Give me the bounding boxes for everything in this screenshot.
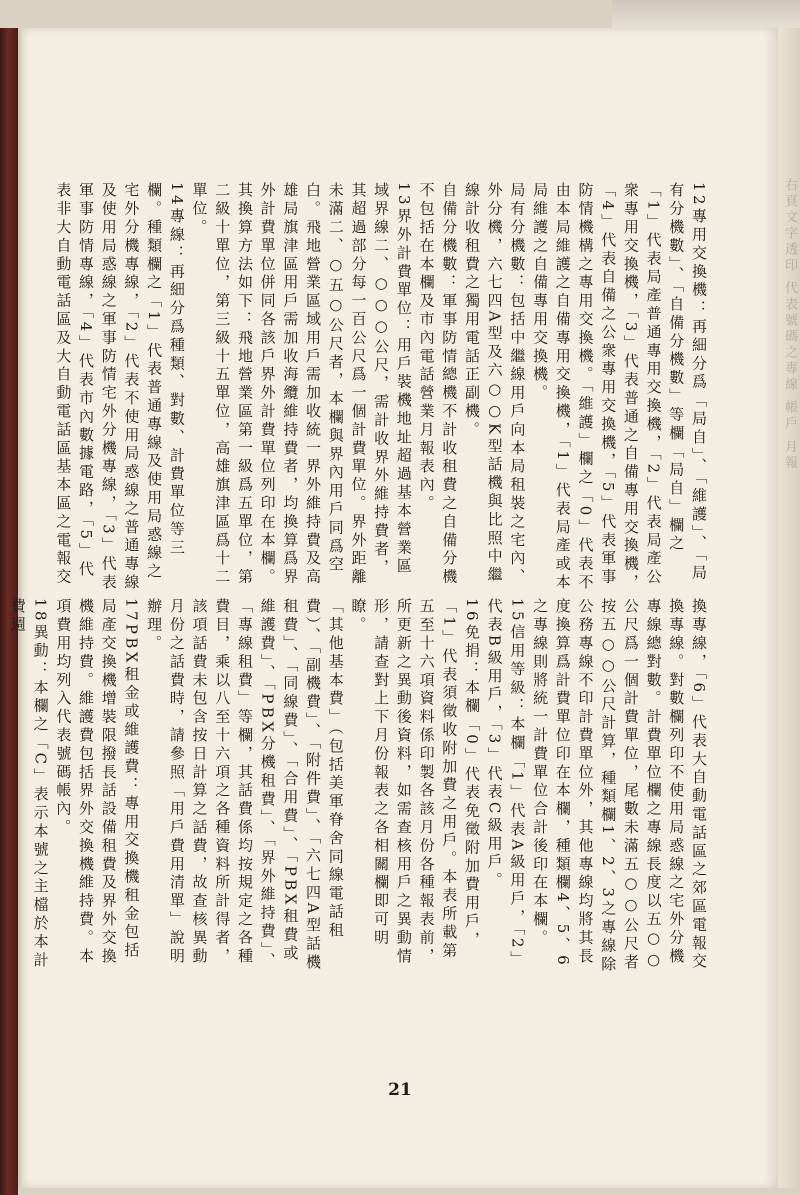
paragraph-local-extensions: 局有分機數：包括中繼線用戶向本局租裝之宅內、外分機，六七四A型及六○○K型話機與比照中繼線計收租費之獨用電話正副機。 bbox=[462, 182, 527, 587]
paragraph-item-12: 12專用交換機：再細分爲「局自」、「維護」、「局有分機數」、「自備分機數」等欄「局自」欄之「1」代表局產普通專用交換機，「2」代表局產公衆專用交換機，「3」代表普通之自備專用交換機，「4」代表自備之公衆專用交換機，「5」代表軍事防情機構之專用交換機。「維護」欄之「0」代表不由本局維護之自備專用交換機，「1」代表局產或本局維護之自備專用交換機。 bbox=[531, 182, 708, 593]
paragraph-item-18: 18異動：本欄之「C」表示本號之主檔於本計費週 bbox=[8, 598, 50, 970]
page-number: 21 bbox=[388, 1080, 412, 1100]
paragraph-item-15: 15信用等級：本欄「1」代表A級用戶，「2」代表B級用戶，「3」代表C級用戶。 bbox=[485, 598, 527, 970]
bleed-through-text: 右頁文字透印 代表號碼之專線 帳戶 月報 bbox=[782, 178, 797, 472]
paragraph-item-13: 13界外計費單位：用戶裝機地址超過基本營業區域界線二、○○○公尺，需計收界外維持費者，其超過部分每一百公尺爲一個計費單位。界外距離未滿二、○五○公尺者，本欄與界內用戶同爲空白。飛地營業區域用戶需加收統一界外維持費及高雄局旗津區用戶需加收海纜維持費者，均換算爲界外計費單位併同各該戶界外計費單位列印在本欄。其換算方法如下：飛地營業區第一級爲五單位，第二級十單位，第三級十五單位，高雄旗津區爲十二單位。 bbox=[190, 182, 413, 587]
paragraph-item-14: 14專線：再細分爲種類、對數、計費單位等三欄。種類欄之「1」代表普通專線及使用局惑線之宅外分機專線，「2」代表不使用局惑線之普通專線及使用局惑線之軍事防情宅外分機專線，「3」代表軍事防情專線，「4」代表市內數據電路，「5」代表非大自動電話區及大自動電話區基本區之電報交 bbox=[54, 182, 186, 593]
lower-text-block bbox=[8, 598, 710, 978]
paragraph-own-extensions: 自備分機數：軍事防情總機不計收租費之自備分機不包括在本欄及市內電話營業月報表內。 bbox=[417, 182, 459, 587]
paragraph-item-14-cont: 換專線，「6」代表大自動電話區之郊區電報交換專線。對數欄列印不使用局惑線之宅外分機專線總對數。計費單位欄之專線長度以五○○公尺爲一個計費單位，尾數未滿五○○公尺者按五○○公尺計算，種類欄1、2、3之專線除公務專線不印計費單位外，其他專線均將其長度換算爲計費單位印在本欄，種類欄4、5、6之專線則將統一計費單位合計後印在本欄。 bbox=[531, 598, 708, 975]
upper-text-block bbox=[54, 182, 710, 594]
top-edge-strip bbox=[612, 0, 800, 30]
paragraph-item-17: 17PBX租金或維護費：專用交換機租金包括局產交換機增裝限撥長話設備租費及界外交換機維持費。維護費包括界外交換機維持費。本項費用均列入代表號碼帳內。 bbox=[54, 598, 141, 966]
next-page-edge bbox=[778, 28, 800, 1188]
paragraph-item-16: 16免捐：本欄「0」代表免徵附加費用戶，「1」代表須徵收附加費之用戶。本表所載第五至十六項資料係印製各該月份各種報表前，所更新之異動後資料，如需查核用戶之異動情形，請查對上下月份報表之各相關欄即可明瞭。 bbox=[349, 598, 481, 966]
paragraph-other-fees: 「其他基本費」（包括美軍脊舍同線電話租費）、「副機費」、「附件費」、「六七四A型話機租費」、「同線費」、「合用費」、「PBX租費或維護費」、「PBX分機租費」、「界外維持費」、「專線租費」等欄，其話費係均按規定之各種費目，乘以八至十六項之各種資料所計得者，該項話費未包含按日計算之話費，故查核異動月份之話費時，請參照「用戶費用清單」說明辦理。 bbox=[145, 598, 345, 973]
